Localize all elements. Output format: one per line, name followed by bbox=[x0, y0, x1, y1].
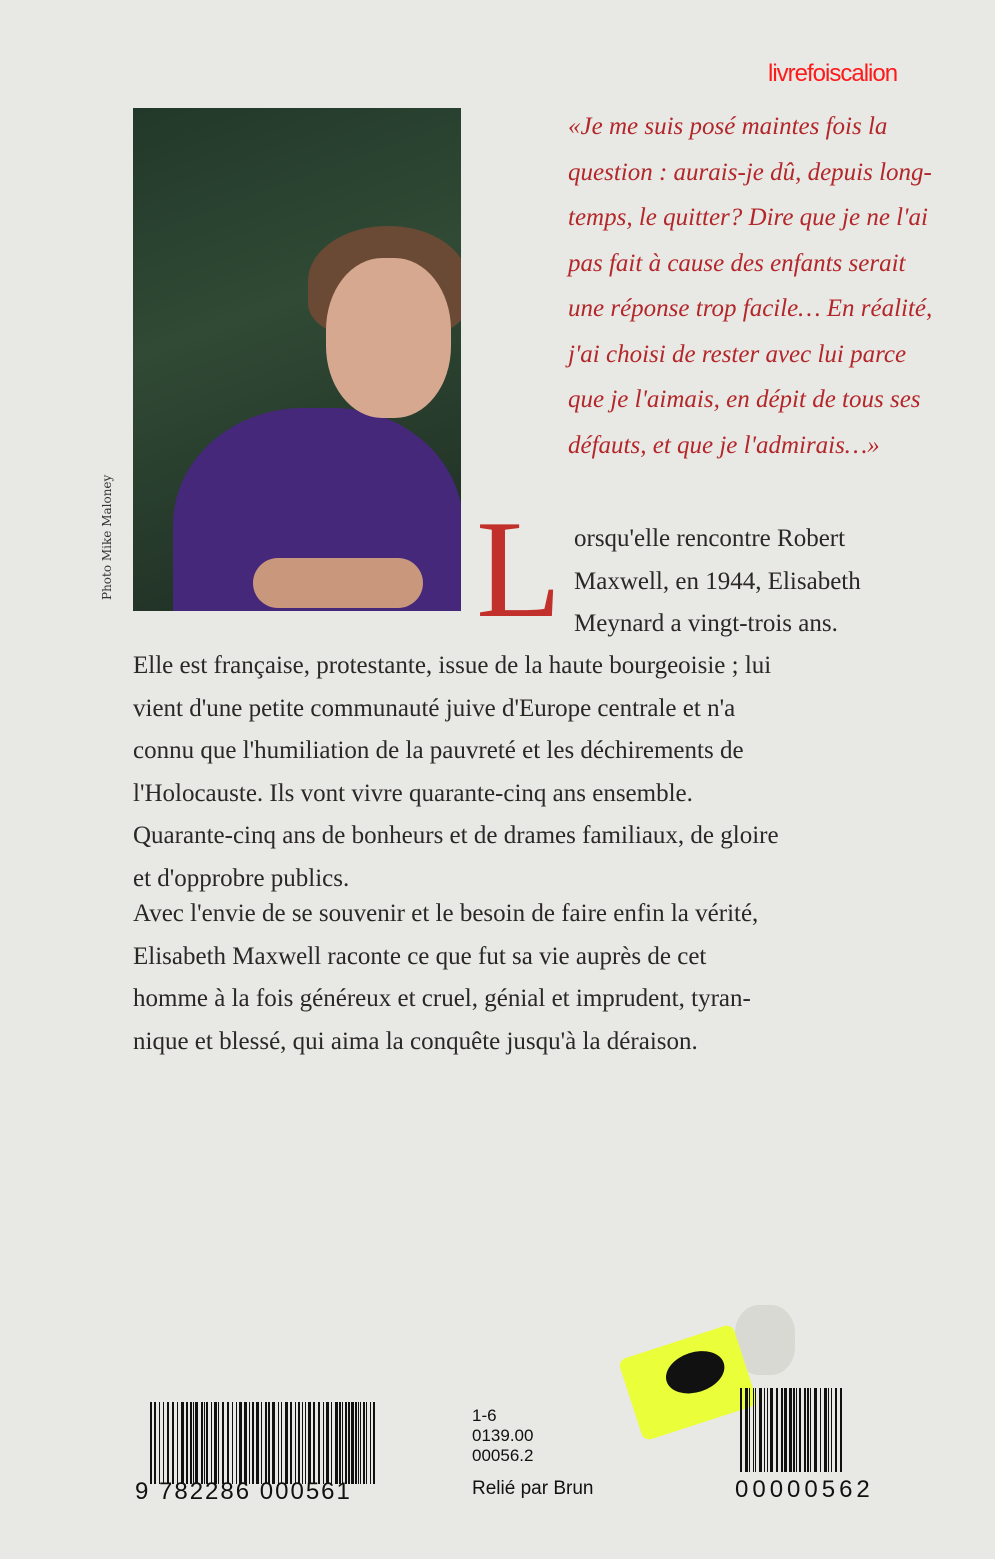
text-line: Elisabeth Maxwell raconte ce que fut sa vie auprès de cet bbox=[133, 942, 707, 970]
barcode-bar bbox=[781, 1388, 783, 1472]
barcode-bar bbox=[370, 1402, 371, 1484]
barcode-bar bbox=[351, 1402, 354, 1484]
barcode-bar bbox=[206, 1402, 208, 1484]
code-line: 00056.2 bbox=[472, 1446, 534, 1465]
barcode-bar bbox=[764, 1388, 765, 1472]
text-line: Elle est française, protestante, issue de la haute bourgeoisie ; lui bbox=[133, 652, 772, 679]
photo-hands bbox=[253, 558, 423, 608]
paragraph-1 bbox=[133, 645, 885, 900]
text-line: orsqu'elle rencontre Robert bbox=[574, 525, 846, 552]
barcode-bar bbox=[828, 1388, 829, 1472]
barcode-bar bbox=[814, 1388, 817, 1472]
barcode-bar bbox=[745, 1388, 748, 1472]
barcode-bar bbox=[776, 1388, 778, 1472]
text-line: et d'opprobre publics. bbox=[133, 864, 350, 892]
barcode-bar bbox=[227, 1402, 229, 1484]
quote-line: que je l'aimais, en dépit de tous ses bbox=[568, 386, 921, 413]
quote-line: temps, le quitter? Dire que je ne l'ai bbox=[568, 204, 928, 231]
barcode-bar bbox=[335, 1402, 338, 1484]
barcode-bar bbox=[789, 1388, 792, 1472]
binder-label: Relié par Brun bbox=[472, 1478, 594, 1499]
barcode-bar bbox=[749, 1388, 750, 1472]
author-photo bbox=[133, 108, 461, 611]
quote-line: défauts, et que je l'admirais…» bbox=[568, 431, 880, 459]
barcode-bar bbox=[796, 1388, 797, 1472]
isbn-barcode bbox=[150, 1402, 420, 1484]
barcode-bar bbox=[345, 1402, 347, 1484]
barcode-bar bbox=[767, 1388, 768, 1472]
barcode-bar bbox=[355, 1402, 357, 1484]
photo-credit: Photo Mike Maloney bbox=[100, 474, 114, 600]
barcode-bar bbox=[268, 1402, 270, 1484]
barcode-bar bbox=[232, 1402, 233, 1484]
barcode-bar bbox=[278, 1402, 279, 1484]
text-line: Quarante-cinq ans de bonheurs et de drames familiaux, de gloire bbox=[133, 822, 779, 849]
paragraph-2 bbox=[133, 893, 885, 1063]
barcode-bar bbox=[804, 1388, 806, 1472]
barcode-bar bbox=[211, 1402, 212, 1484]
barcode-bar bbox=[295, 1402, 296, 1484]
barcode-bar bbox=[285, 1402, 288, 1484]
barcode-bar bbox=[167, 1402, 169, 1484]
barcode-bar bbox=[186, 1402, 188, 1484]
barcode-bar bbox=[222, 1402, 224, 1484]
barcode-bar bbox=[840, 1388, 842, 1472]
barcode-bar bbox=[358, 1402, 359, 1484]
text-line: Meynard a vingt-trois ans. bbox=[574, 610, 838, 637]
barcode-bar bbox=[201, 1402, 203, 1484]
barcode-bar bbox=[799, 1388, 801, 1472]
barcode-bar bbox=[163, 1402, 164, 1484]
text-line: vient d'une petite communauté juive d'Europe centrale et n'a bbox=[133, 694, 736, 722]
watermark: livrefoiscalion bbox=[768, 60, 898, 87]
barcode-bar bbox=[249, 1402, 250, 1484]
price-sticker bbox=[618, 1324, 758, 1442]
text-line: connu que l'humiliation de la pauvreté et les déchirements de bbox=[133, 737, 744, 764]
barcode-bar bbox=[363, 1402, 365, 1484]
barcode-bar bbox=[740, 1388, 742, 1472]
store-barcode bbox=[740, 1388, 848, 1472]
barcode-bar bbox=[313, 1402, 315, 1484]
text-line: nique et blessé, qui aima la conquête jusqu'à la déraison. bbox=[133, 1027, 698, 1055]
barcode-bar bbox=[342, 1402, 343, 1484]
barcode-bar bbox=[218, 1402, 219, 1484]
barcode-bar bbox=[177, 1402, 178, 1484]
photo-face bbox=[326, 258, 451, 418]
text-line: Avec l'envie de se souvenir et le besoin de faire enfin la vérité, bbox=[133, 900, 759, 927]
barcode-bar bbox=[281, 1402, 282, 1484]
barcode-bar bbox=[172, 1402, 174, 1484]
code-line: 1-6 bbox=[472, 1406, 497, 1425]
quote-line: pas fait à cause des enfants serait bbox=[568, 249, 906, 277]
quote-line: une réponse trop facile… En réalité, bbox=[568, 295, 933, 322]
barcode-bar bbox=[272, 1402, 275, 1484]
barcode-bar bbox=[261, 1402, 262, 1484]
barcode-bar bbox=[256, 1402, 259, 1484]
isbn-number: 9 782286 000561 bbox=[135, 1478, 352, 1505]
barcode-bar bbox=[318, 1402, 320, 1484]
barcode-bar bbox=[835, 1388, 837, 1472]
catalog-codes bbox=[472, 1406, 533, 1466]
store-barcode-number: 00000562 bbox=[735, 1476, 874, 1503]
barcode-bar bbox=[214, 1402, 217, 1484]
barcode-bar bbox=[190, 1402, 192, 1484]
quote-line: «Je me suis posé maintes fois la bbox=[568, 113, 888, 140]
barcode-bar bbox=[244, 1402, 247, 1484]
barcode-bar bbox=[308, 1402, 311, 1484]
barcode-bar bbox=[305, 1402, 306, 1484]
barcode-bar bbox=[323, 1402, 324, 1484]
barcode-bar bbox=[252, 1402, 254, 1484]
barcode-bar bbox=[298, 1402, 300, 1484]
barcode-bar bbox=[373, 1402, 375, 1484]
barcode-bar bbox=[360, 1402, 361, 1484]
barcode-bar bbox=[326, 1402, 329, 1484]
barcode-bar bbox=[204, 1402, 205, 1484]
barcode-bar bbox=[331, 1402, 332, 1484]
text-line: homme à la fois généreux et cruel, génial et imprudent, tyran- bbox=[133, 985, 751, 1012]
pull-quote bbox=[568, 104, 933, 468]
sticker-hole bbox=[660, 1344, 729, 1401]
barcode-bar bbox=[831, 1388, 832, 1472]
barcode-bar bbox=[348, 1402, 350, 1484]
quote-line: question : aurais-je dû, depuis long- bbox=[568, 158, 932, 186]
barcode-bar bbox=[824, 1388, 827, 1472]
drop-cap: L bbox=[476, 492, 562, 647]
barcode-bar bbox=[265, 1402, 267, 1484]
barcode-bar bbox=[150, 1402, 152, 1484]
code-line: 0139.00 bbox=[472, 1426, 534, 1445]
barcode-bar bbox=[193, 1402, 194, 1484]
text-line: l'Holocauste. Ils vont vivre quarante-cinq ans ensemble. bbox=[133, 779, 693, 807]
barcode-bar bbox=[236, 1402, 237, 1484]
barcode-bar bbox=[820, 1388, 821, 1472]
barcode-bar bbox=[784, 1388, 787, 1472]
barcode-bar bbox=[755, 1388, 756, 1472]
barcode-bar bbox=[759, 1388, 762, 1472]
barcode-bar bbox=[339, 1402, 341, 1484]
text-line: Maxwell, en 1944, Elisabeth bbox=[574, 567, 861, 595]
barcode-bar bbox=[290, 1402, 292, 1484]
paragraph-1-lead bbox=[574, 518, 861, 646]
barcode-bar bbox=[793, 1388, 795, 1472]
barcode-bar bbox=[807, 1388, 809, 1472]
barcode-bar bbox=[181, 1402, 184, 1484]
quote-line: j'ai choisi de rester avec lui parce bbox=[568, 340, 907, 368]
barcode-bar bbox=[770, 1388, 773, 1472]
barcode-bar bbox=[159, 1402, 160, 1484]
barcode-bar bbox=[239, 1402, 242, 1484]
barcode-bar bbox=[753, 1388, 754, 1472]
barcode-bar bbox=[195, 1402, 198, 1484]
barcode-bar bbox=[302, 1402, 303, 1484]
barcode-bar bbox=[366, 1402, 367, 1484]
barcode-bar bbox=[154, 1402, 156, 1484]
barcode-bar bbox=[810, 1388, 811, 1472]
